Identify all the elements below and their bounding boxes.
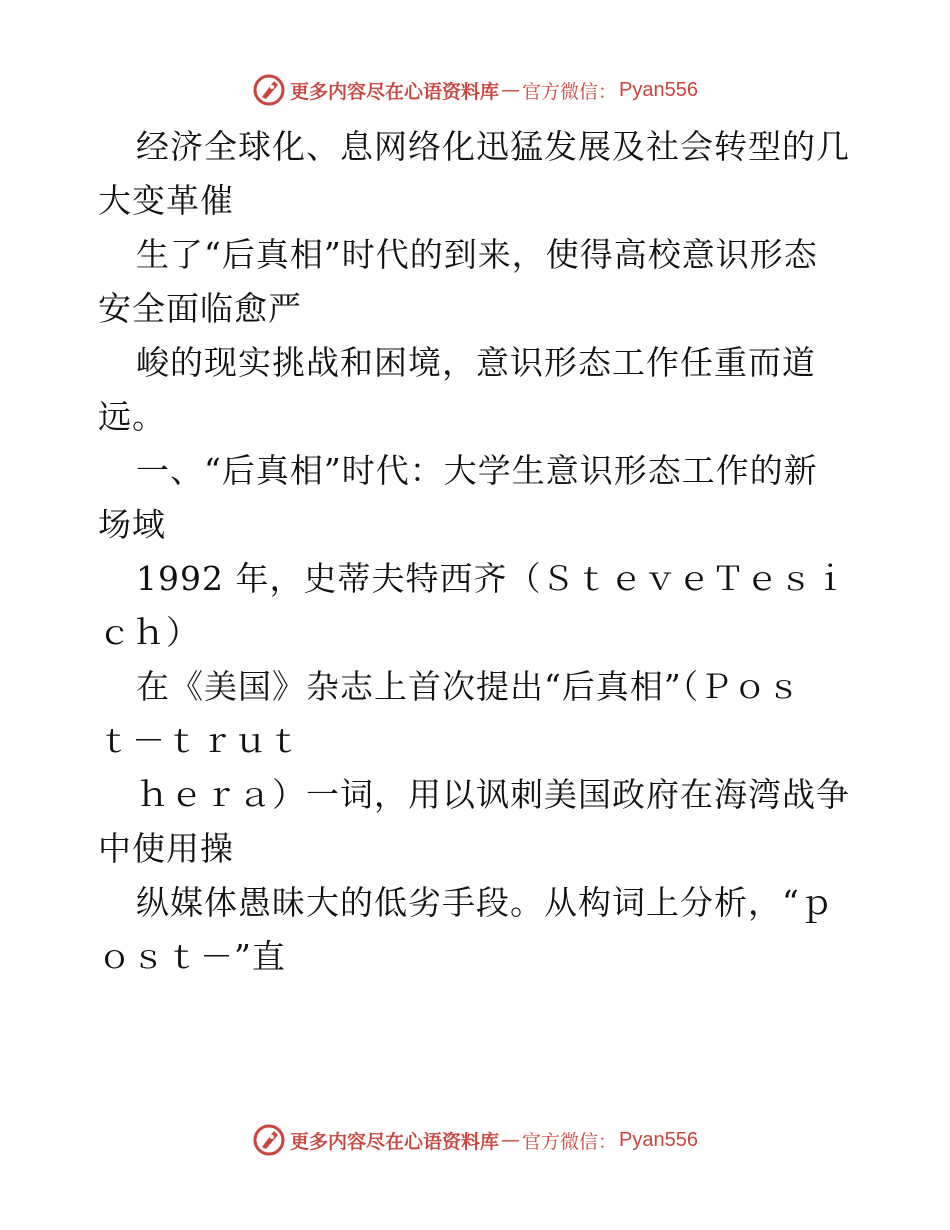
body-line: 峻的现实挑战和困境，意识形态工作任重而道 bbox=[136, 343, 816, 382]
body-line: 纵媒体愚昧大的低劣手段。从构词上分析，“ｐ bbox=[136, 883, 834, 922]
contact-label: 官方微信： bbox=[522, 1130, 618, 1153]
body-line: 经济全球化、息网络化迅猛发展及社会转型的几 bbox=[136, 127, 850, 166]
body-line: 安全面临愈严 bbox=[98, 289, 302, 328]
contact-id: Pyan556 bbox=[619, 78, 698, 101]
document-body bbox=[98, 120, 858, 984]
body-line: 大变革催 bbox=[98, 181, 234, 220]
banner-dash: — bbox=[501, 1129, 521, 1151]
body-line: 一、“后真相”时代：大学生意识形态工作的新 bbox=[136, 451, 818, 490]
body-line: ｃｈ） bbox=[98, 613, 200, 652]
brand-text: 更多内容尽在心语资料库 bbox=[290, 80, 500, 103]
banner-dash: — bbox=[501, 79, 521, 101]
body-line: ｏｓｔ－”直 bbox=[98, 937, 286, 976]
contact-label: 官方微信： bbox=[522, 80, 618, 103]
body-line: 1992 年，史蒂夫特西齐（ＳｔｅｖｅＴｅｓｉ bbox=[136, 559, 848, 598]
contact-id: Pyan556 bbox=[619, 1128, 698, 1151]
brand-text: 更多内容尽在心语资料库 bbox=[290, 1130, 500, 1153]
pen-nib-logo-icon bbox=[252, 1123, 286, 1157]
body-line: ｔ－ｔｒｕｔ bbox=[98, 721, 302, 760]
body-line: 场域 bbox=[98, 505, 166, 544]
body-line: 生了“后真相”时代的到来，使得高校意识形态 bbox=[136, 235, 818, 274]
body-line: ｈｅｒａ）一词，用以讽刺美国政府在海湾战争 bbox=[136, 775, 850, 814]
body-line: 中使用操 bbox=[98, 829, 234, 868]
footer-banner bbox=[0, 1120, 950, 1160]
body-line: 在《美国》杂志上首次提出“后真相”（Ｐｏｓ bbox=[136, 667, 802, 706]
body-line: 远。 bbox=[98, 397, 166, 436]
pen-nib-logo-icon bbox=[252, 73, 286, 107]
header-banner bbox=[0, 70, 950, 110]
